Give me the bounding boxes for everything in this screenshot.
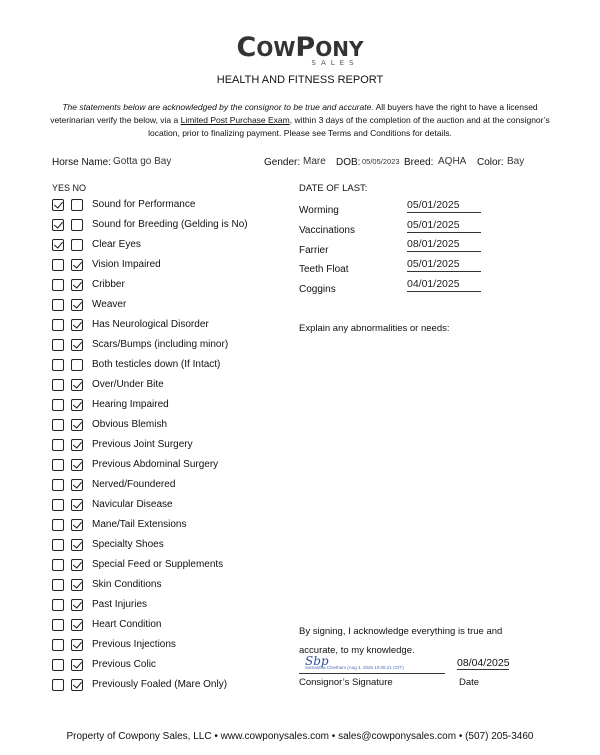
cowpony-logo: COWPONY SALES [236, 32, 364, 67]
breed-value: AQHA [438, 156, 467, 167]
condition-label: Both testicles down (If Intact) [92, 359, 221, 370]
condition-label: Heart Condition [92, 619, 162, 630]
gender-label: Gender: [264, 157, 301, 168]
condition-label: Clear Eyes [92, 239, 141, 250]
condition-label: Previous Joint Surgery [92, 439, 193, 450]
condition-label: Sound for Performance [92, 199, 196, 210]
yes-checkbox[interactable] [52, 259, 64, 271]
condition-label: Has Neurological Disorder [92, 319, 209, 330]
condition-label: Previous Injections [92, 639, 176, 650]
condition-label: Navicular Disease [92, 499, 173, 510]
footer-contact: Property of Cowpony Sales, LLC • www.cowponysales.com • sales@cowponysales.com • (507) 205-3460 [66, 731, 534, 742]
no-checkbox[interactable] [71, 219, 83, 231]
condition-label: Past Injuries [92, 599, 148, 610]
condition-label: Hearing Impaired [92, 399, 169, 410]
gender-value: Mare [303, 156, 326, 167]
yes-checkbox[interactable] [52, 579, 64, 591]
signature-mark: Sbp [305, 654, 329, 668]
date-of-last-value[interactable]: 08/01/2025 [407, 238, 481, 252]
no-checkbox[interactable] [71, 679, 83, 691]
condition-label: Previous Abdominal Surgery [92, 459, 219, 470]
no-checkbox[interactable] [71, 319, 83, 331]
intro-italic: The statements below are acknowledged by the consignor to be true and accurate. [62, 102, 374, 112]
no-checkbox[interactable] [71, 619, 83, 631]
breed-label: Breed: [404, 157, 434, 168]
no-checkbox[interactable] [71, 399, 83, 411]
no-checkbox[interactable] [71, 419, 83, 431]
date-of-last-label: Teeth Float [299, 264, 349, 275]
explain-abnormalities-label: Explain any abnormalities or needs: [299, 323, 450, 334]
no-checkbox[interactable] [71, 339, 83, 351]
no-checkbox[interactable] [71, 479, 83, 491]
condition-label: Vision Impaired [92, 259, 161, 270]
condition-label: Special Feed or Supplements [92, 559, 224, 570]
signature-line [299, 672, 445, 674]
condition-label: Previously Foaled (Mare Only) [92, 679, 228, 690]
no-checkbox[interactable] [71, 299, 83, 311]
no-checkbox[interactable] [71, 279, 83, 291]
condition-label: Scars/Bumps (including minor) [92, 339, 229, 350]
date-of-last-value[interactable]: 05/01/2025 [407, 258, 481, 272]
no-checkbox[interactable] [71, 499, 83, 511]
horse-name-value: Gotta go Bay [113, 156, 172, 167]
condition-label: Weaver [92, 299, 127, 310]
horse-name-label: Horse Name: [52, 157, 111, 168]
yes-checkbox[interactable] [52, 299, 64, 311]
no-checkbox[interactable] [71, 199, 83, 211]
intro-statement: The statements below are acknowledged by the consignor to be true and accurate. All buyers have the right to have a licensed veterinarian verify the below, via a Limited Post Purchase Exam, within 3 days of the completion of the auction and at the consignor’s location, prior to finalizing payment. Please see Terms and Conditions for details. [50, 102, 550, 138]
yes-checkbox[interactable] [52, 519, 64, 531]
yes-checkbox[interactable] [52, 679, 64, 691]
yes-checkbox[interactable] [52, 379, 64, 391]
yes-checkbox[interactable] [52, 599, 64, 611]
no-checkbox[interactable] [71, 439, 83, 451]
no-checkbox[interactable] [71, 519, 83, 531]
condition-label: Previous Colic [92, 659, 156, 670]
acknowledgement-text: By signing, I acknowledge everything is true and accurate, to my knowledge. [299, 626, 503, 656]
color-value: Bay [507, 156, 525, 167]
date-of-last-label: Vaccinations [299, 225, 355, 236]
yes-checkbox[interactable] [52, 639, 64, 651]
no-checkbox[interactable] [71, 559, 83, 571]
date-of-last-value[interactable]: 05/01/2025 [407, 219, 481, 233]
consignor-signature-label: Consignor’s Signature [299, 677, 393, 688]
yes-no-header: YES NO [52, 183, 87, 193]
yes-checkbox[interactable] [52, 459, 64, 471]
yes-checkbox[interactable] [52, 359, 64, 371]
no-checkbox[interactable] [71, 259, 83, 271]
limited-exam-link[interactable]: Limited Post Purchase Exam [180, 115, 290, 125]
no-checkbox[interactable] [71, 459, 83, 471]
yes-checkbox[interactable] [52, 559, 64, 571]
condition-label: Cribber [92, 279, 125, 290]
color-label: Color: [477, 157, 504, 168]
no-checkbox[interactable] [71, 239, 83, 251]
yes-checkbox[interactable] [52, 479, 64, 491]
no-checkbox[interactable] [71, 639, 83, 651]
no-checkbox[interactable] [71, 579, 83, 591]
dob-value: 05/05/2023 [362, 157, 400, 166]
date-of-last-value[interactable]: 05/01/2025 [407, 199, 481, 213]
condition-label: Nerved/Foundered [92, 479, 176, 490]
report-title: HEALTH AND FITNESS REPORT [216, 74, 384, 86]
signature-date-value[interactable]: 08/04/2025 [457, 657, 510, 669]
no-checkbox[interactable] [71, 359, 83, 371]
condition-label: Mane/Tail Extensions [92, 519, 187, 530]
condition-label: Specialty Shoes [92, 539, 164, 550]
yes-checkbox[interactable] [52, 499, 64, 511]
yes-checkbox[interactable] [52, 439, 64, 451]
yes-checkbox[interactable] [52, 539, 64, 551]
condition-label: Over/Under Bite [92, 379, 164, 390]
date-of-last-header: DATE OF LAST: [299, 183, 368, 194]
condition-label: Skin Conditions [92, 579, 162, 590]
date-of-last-label: Farrier [299, 245, 329, 256]
yes-checkbox[interactable] [52, 199, 64, 211]
yes-checkbox[interactable] [52, 279, 64, 291]
yes-checkbox[interactable] [52, 219, 64, 231]
yes-checkbox[interactable] [52, 319, 64, 331]
signature-timestamp: Samantha Cloetham (Aug 4, 2025 10:06:21 CDT) [305, 665, 404, 670]
yes-checkbox[interactable] [52, 339, 64, 351]
yes-checkbox[interactable] [52, 239, 64, 251]
dob-label: DOB: [336, 157, 361, 168]
date-of-last-value[interactable]: 04/01/2025 [407, 278, 481, 292]
no-checkbox[interactable] [71, 379, 83, 391]
no-checkbox[interactable] [71, 539, 83, 551]
yes-checkbox[interactable] [52, 419, 64, 431]
no-checkbox[interactable] [71, 599, 83, 611]
yes-checkbox[interactable] [52, 399, 64, 411]
condition-label: Sound for Breeding (Gelding is No) [92, 219, 248, 230]
yes-checkbox[interactable] [52, 619, 64, 631]
condition-label: Obvious Blemish [92, 419, 168, 430]
no-checkbox[interactable] [71, 659, 83, 671]
date-of-last-label: Coggins [299, 284, 336, 295]
date-of-last-label: Worming [299, 205, 339, 216]
yes-checkbox[interactable] [52, 659, 64, 671]
date-label: Date [459, 677, 480, 688]
